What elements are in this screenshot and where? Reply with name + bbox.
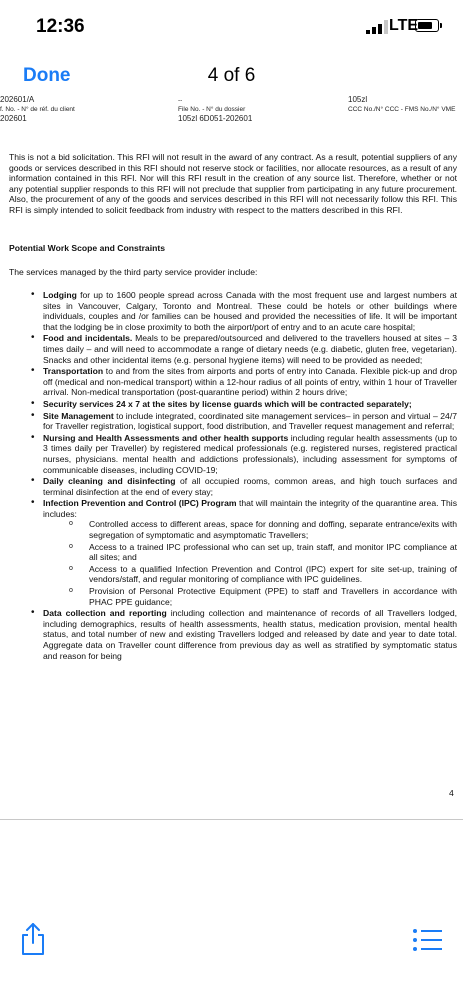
client-ref-label: f. No. - N° de réf. du client [0,106,75,113]
sub-list-item: o Access to a trained IPC professional who can set up, train staff, and monitor IPC compliance at all sites; and [43,542,457,563]
section-heading: Potential Work Scope and Constraints [9,243,165,253]
list-item [9,333,457,365]
item-title: Site Management [43,410,114,421]
signal-icon [366,20,390,34]
item-text: to and from the sites from airports and ports of entry into Canada. Flexible pick-up and drop off (medical and non-medical transport) within a 12-hour radius of all points of entry, within 1 hour of Traveller arrival. Non-medical transportation (post-quarantine period) within 2 hours drive; [43,366,457,398]
page-divider [0,819,463,820]
ccc-no-label: CCC No./N° CCC - FMS No./N° VME [348,106,456,113]
client-ref-number: 202601 [0,114,27,123]
page-indicator: 4 of 6 [207,65,256,86]
item-title: Data collection and reporting [43,608,167,619]
network-type: LTE [389,17,419,34]
intro-paragraph: This is not a bid solicitation. This RFI will not result in the award of any contract. As a result, potential suppliers of any goods or services described in this RFI should not reserve stock or facilities, nor allocate resources, as a result of any information contained in this RFI. Nor will this RFI result in the creation of any source list. Therefore, whether or not any potential supplier responds to this RFI will not preclude that supplier from participating in any future procurement. Also, the procurement of any of the goods and services described in this RFI will not necessarily follow this RFI. This RFI is simply intended to solicit feedback from industry with respect to the matters described in this RFI. [9,152,457,215]
item-text: that will maintain the integrity of the quarantine area. This includes: [43,498,457,519]
item-title: Food and incidentals. [43,333,133,344]
status-bar [0,0,463,52]
battery-nub [440,23,442,28]
list-item [9,608,457,661]
item-title: Daily cleaning and disinfecting [43,476,176,487]
file-no-dash: -- [178,97,183,104]
list-item [9,476,457,497]
item-text: for up to 1600 people spread across Canada with the most frequent use and largest numbers at sites in Vancouver, Calgary, Toronto and Montreal. These could be hotels or other buildings where individuals, couples and /or families can be housed and provided the necessities of life. It will be important that the lodging be in close proximity to both the airport/port of entry and to an acute care hospital; [43,290,457,332]
item-title: Nursing and Health Assessments and other health supports [43,432,289,443]
sub-list-item: o Controlled access to different areas, space for donning and doffing, separate entrance/exits with segregation of symptomatic and asymptomatic Travellers; [43,519,457,540]
file-no-value: 105zl 6D051-202601 [178,114,253,123]
battery-icon [415,19,439,32]
file-no-label: File No. - N° du dossier [178,106,246,113]
item-title: Lodging [43,290,77,300]
page-number: 4 [449,788,454,798]
list-icon[interactable] [412,927,442,953]
status-time: 12:36 [36,16,85,37]
item-title: Infection Prevention and Control (IPC) Program [43,498,237,509]
item-title: Security services 24 x 7 at the sites by license guards which will be contracted separately; [43,398,412,409]
item-text: Meals to be prepared/outsourced and delivered to the travellers housed at sites – 3 times daily – and will need to accommodate a range of dietary needs (e.g. diabetic, gluten free, vegetarian). Snacks and other incidental items (e.g. personal hygiene items) will need to be provided as needed; [43,333,457,365]
done-button[interactable]: Done [23,65,71,86]
list-item [9,411,457,432]
list-item [9,366,457,398]
item-text: including collection and maintenance of records of all Travellers lodged, including demographics, results of health assessments, health status, medication provision, mental health status, and total number of new and existing Travellers lodged and released by date and year to date total. Aggregate data on Traveller count difference from previous day as well as stratified by symptomatic status and reason for being [43,608,457,661]
ccc-no-value: 105zl [348,96,368,104]
nav-bar [0,52,463,96]
item-title: Transportation [43,366,104,377]
item-text: of all occupied rooms, common areas, and high touch surfaces and terminal disinfection at the end of every stay; [43,476,457,497]
share-icon[interactable] [18,922,48,956]
document-page[interactable] [0,96,463,819]
item-text: including regular health assessments (up to 3 times daily per Traveller) by registered medical professionals (e.g. registered nurses, registered practical nurses, physicians. mental health and addictions professionals), including assessment for symptoms of communicable diseases, including COVID-19; [43,432,457,475]
services-list [9,290,457,662]
sub-list-item: o Provision of Personal Protective Equipment (PPE) to staff and Travellers in accordance with PHAC PPE guidance; [43,586,457,607]
list-item [9,498,457,607]
item-text: to include integrated, coordinated site management services– in person and virtual – 24/7 for Traveller registration, logistical support, food distribution, and Traveller request management and referral; [43,410,457,432]
sub-list-item: o Access to a qualified Infection Prevention and Control (IPC) expert for site set-up, training of vendors/staff, and regular monitoring of compliance with IPC guidelines. [43,564,457,585]
ipc-sublist [43,519,457,607]
client-ref-value: 202601/A [0,96,35,104]
list-item [9,290,457,332]
list-item [9,399,457,410]
services-intro: The services managed by the third party service provider include: [9,267,258,277]
list-item [9,433,457,475]
